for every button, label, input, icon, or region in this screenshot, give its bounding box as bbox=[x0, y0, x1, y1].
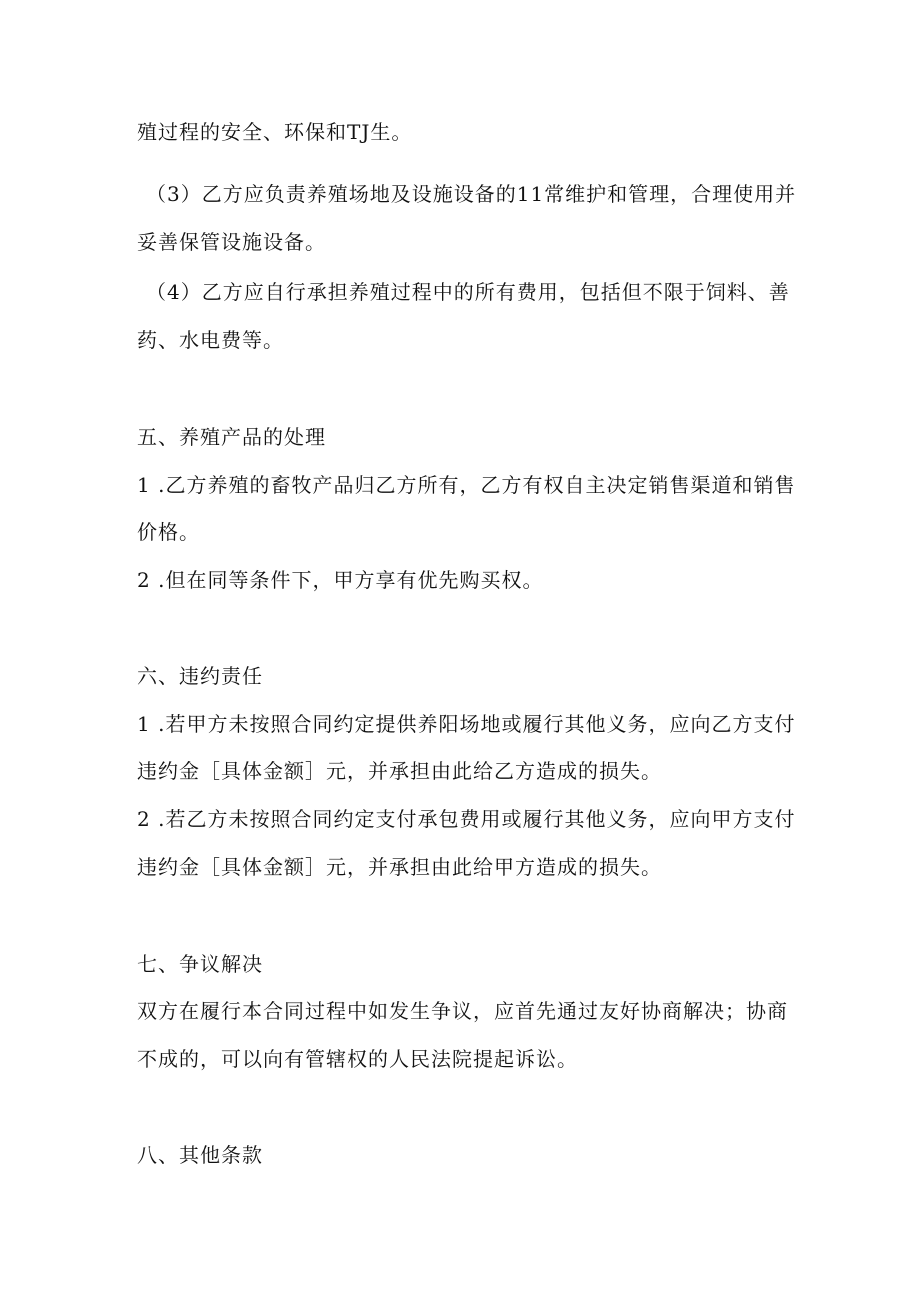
section-5-heading: 五、养殖产品的处理 bbox=[137, 425, 326, 449]
clause-4-line-2: 药、水电费等。 bbox=[137, 328, 284, 352]
section-6-heading: 六、违约责任 bbox=[137, 664, 263, 688]
section-7-heading: 七、争议解决 bbox=[137, 952, 263, 976]
section-6-item-2-line-1: 2 .若乙方未按照合同约定支付承包费用或履行其他义务，应向甲方支付 bbox=[137, 807, 796, 831]
section-5-item-2: 2 .但在同等条件下，甲方享有优先购买权。 bbox=[137, 568, 544, 592]
section-6-item-2-line-2: 违约金［具体金额］元，并承担由此给甲方造成的损失。 bbox=[137, 855, 662, 879]
continuation-text: 殖过程的安全、环保和TJ生。 bbox=[137, 120, 413, 144]
clause-4-line-1: （4）乙方应自行承担养殖过程中的所有费用，包括但不限于饲料、善 bbox=[146, 280, 790, 304]
clause-3-line-2: 妥善保管设施设备。 bbox=[137, 230, 326, 254]
section-5-item-1-line-2: 价格。 bbox=[137, 520, 200, 544]
section-8-heading: 八、其他条款 bbox=[137, 1143, 263, 1167]
section-5-item-1-line-1: 1 .乙方养殖的畜牧产品归乙方所有，乙方有权自主决定销售渠道和销售 bbox=[137, 473, 796, 497]
clause-3-line-1: （3）乙方应负责养殖场地及设施设备的11常维护和管理，合理使用并 bbox=[146, 182, 797, 206]
section-7-para-line-2: 不成的，可以向有管辖权的人民法院提起诉讼。 bbox=[137, 1047, 578, 1071]
section-6-item-1-line-1: 1 .若甲方未按照合同约定提供养阳场地或履行其他义务，应向乙方支付 bbox=[137, 712, 796, 736]
section-6-item-1-line-2: 违约金［具体金额］元，并承担由此给乙方造成的损失。 bbox=[137, 759, 662, 783]
section-7-para-line-1: 双方在履行本合同过程中如发生争议，应首先通过友好协商解决；协商 bbox=[137, 999, 788, 1023]
